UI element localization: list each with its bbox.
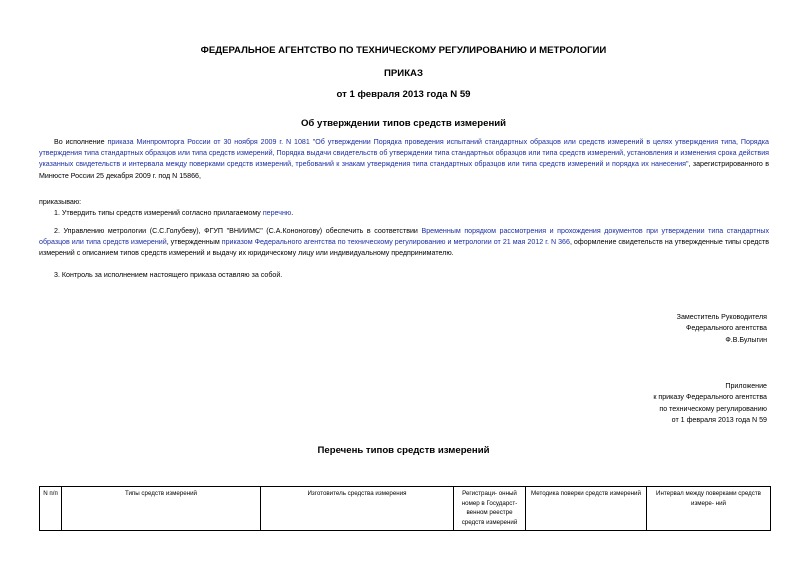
item-2-text-c: , оформление свидетельств на утвержденные типы средств измерений с описанием типов средств измерений и выдачу их юридическому лицу или индивидуальному предпринимателю. (39, 238, 769, 258)
item-2-text-a: 2. Управлению метрологии (С.С.Голубеву), ФГУП "ВНИИМС" (С.А.Кононогову) обеспечить в соответствии (54, 227, 422, 235)
item-1-end: . (291, 209, 294, 217)
agency-order-link[interactable]: приказом Федерального агентства по техническому регулированию и метрологии от 21 мая 2012 г. N 366 (221, 238, 570, 247)
list-link[interactable]: перечню (262, 209, 292, 217)
ministry-order-link[interactable]: приказа Минпромторга России от 30 ноября 2009 г. N 1081 "Об утверждении Порядка проведения испытаний стандартных образцов или средств измерений в целях утверждения типа, Порядка утверждения типа стандартных образцов или типа средств измерений, Порядка выдачи свидетельств об утверждении типа стандартных образцов или типа средств измерений, установления и изменения срока действия указанных свидетельств и интервала между поверками средств измерений, требований к знакам утверждения типа стандартных образцов или типа средств измерений и порядка их нанесения" (39, 138, 769, 169)
item-2-text-b: , утвержденным (166, 238, 222, 247)
item-1-text: 1. Утвердить типы средств измерений согласно прилагаемому (54, 209, 263, 217)
preamble-paragraph (39, 137, 769, 182)
item-1 (39, 208, 769, 219)
appendix-block (547, 381, 767, 427)
document-subject: Об утверждении типов средств измерений (300, 118, 507, 129)
table-header-cell: Изготовитель средства измерения (261, 487, 454, 531)
table-header-cell: N п/п (40, 487, 62, 531)
agency-title: ФЕДЕРАЛЬНОЕ АГЕНТСТВО ПО ТЕХНИЧЕСКОМУ РЕГУЛИРОВАНИЮ И МЕТРОЛОГИИ (200, 45, 607, 56)
item-2 (39, 226, 769, 260)
signature-name: Ф.В.Булыгин (725, 335, 767, 344)
document-type: ПРИКАЗ (384, 68, 423, 79)
temporary-procedure-link[interactable]: Временным порядком рассмотрения и прохождения документов при утверждении типа стандартных образцов или типа средств измерений (39, 227, 770, 247)
appendix-line-2: к приказу Федерального агентства (653, 393, 767, 402)
list-title: Перечень типов средств измерений (317, 445, 490, 456)
item-3: 3. Контроль за исполнением настоящего приказа оставляю за собой. (54, 271, 283, 279)
table-header-cell: Методика поверки средств измерений (526, 487, 647, 531)
preamble-tail: , зарегистрированного в Минюсте России 25 декабря 2009 г. под N 15866, (39, 160, 769, 180)
table-header-cell: Интервал между поверками средств измере- ний (647, 487, 771, 531)
preamble-lead: Во исполнение (54, 138, 108, 146)
instruments-table (39, 486, 771, 531)
signature-line-1: Заместитель Руководителя (676, 313, 767, 321)
appendix-line-4: от 1 февраля 2013 года N 59 (671, 416, 767, 425)
table-header-cell: Типы средств измерений (62, 487, 261, 531)
table-header-cell: Регистраци- онный номер в Государст- венном реестре средств измерений (454, 487, 526, 531)
appendix-line-3: по техническому регулированию (659, 404, 767, 413)
document-date-number: от 1 февраля 2013 года N 59 (336, 89, 471, 100)
order-word: приказываю: (39, 198, 82, 206)
signature-block (547, 312, 767, 346)
appendix-line-1: Приложение (725, 382, 767, 390)
table-header-row (40, 487, 771, 531)
signature-line-2: Федерального агентства (685, 324, 767, 333)
